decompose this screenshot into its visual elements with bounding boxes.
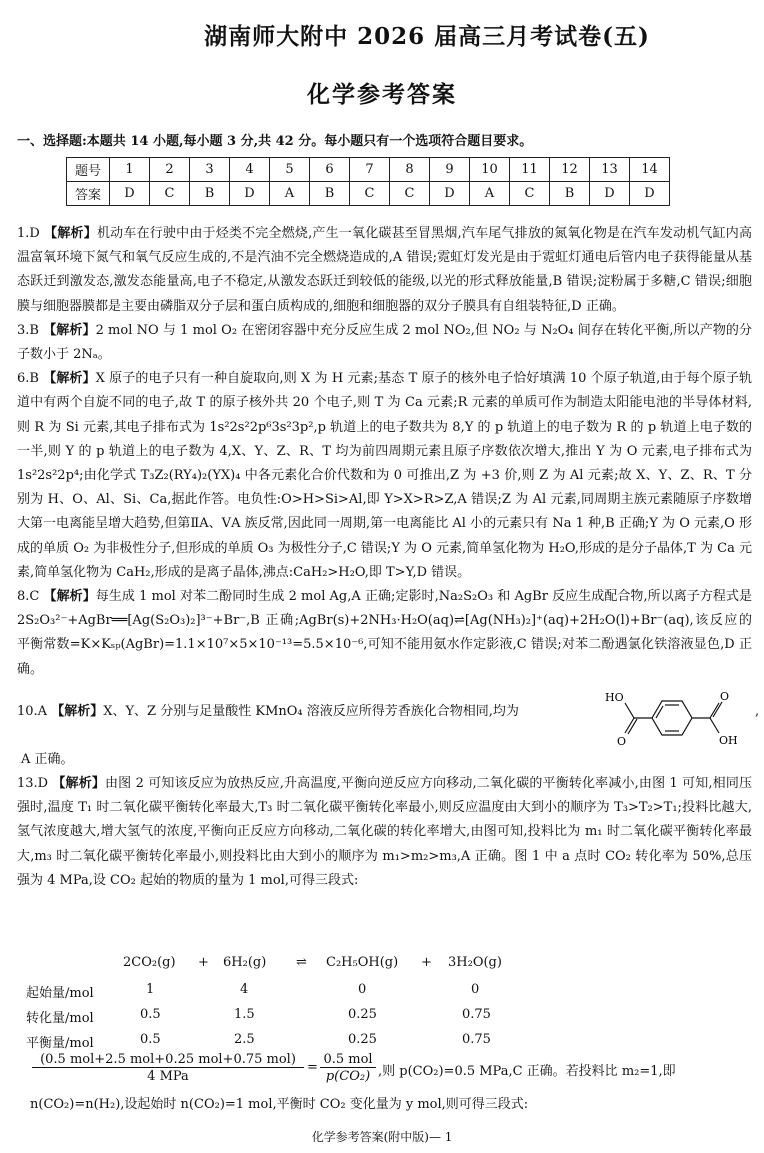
species-co2: 2CO₂(g)	[123, 955, 176, 970]
table-cell: 11	[510, 158, 550, 182]
analysis-tag: 【解析】	[51, 703, 104, 719]
hydroxyl-label-top: HO	[605, 690, 624, 704]
table-cell: B	[310, 182, 350, 206]
explanation-q1	[17, 222, 752, 319]
table-cell: D	[430, 182, 470, 206]
table-cell: A	[270, 182, 310, 206]
species-ethanol: C₂H₅OH(g)	[326, 955, 399, 970]
explanation-q3	[17, 319, 752, 367]
table-cell: 10	[470, 158, 510, 182]
explanation-text: 由图 2 可知该反应为放热反应,升高温度,平衡向逆反应方向移动,二氧化碳的平衡转化率减小,由图 1 可知,相同压强时,温度 T₁ 时二氧化碳平衡转化率最大,T₃ 时二氧化碳平衡转化率最小,则反应温度由大到小的顺序为 T₃>T₂>T₁;投料比越大,氢气浓度越大,增大氢气的浓度,平衡向正反应方向移动,二氧化碳的转化率增大,由图可知,投料比为 m₁ 时二氧化碳平衡转化率最大,m₃ 时二氧化碳平衡转化率最小,则投料比由大到小的顺序为 m₁>m₂>m₃,A 正确。图 1 中 a 点时 CO₂ 转化率为 50%,总压强为 4 MPa,设 CO₂ 起始的物质的量为 1 mol,可得三段式:	[17, 776, 752, 888]
explanation-text: X 原子的电子只有一种自旋取向,则 X 为 H 元素;基态 T 原子的核外电子恰好填满 10 个原子轨道,由于每个原子轨道中有两个自旋不同的电子,故 T 的原子核外共 20 个电子,则 T 为 Ca 元素;R 元素的单质可作为制造太阳能电池的半导体材料,则 R 为 Si 元素,其电子排布式为 1s²2s²2p⁶3s²3p²,p 轨道上的电子数共为 8,Y 的 p 轨道上的电子数为 R 的 p 轨道上电子数的一半,则 Y 的 p 轨道上的电子数为 4,X、Y、Z、R、T 均为前四周期元素且原子序数依次增大,推出 Y 为 O 元素,电子排布式为 1s²2s²2p⁴;由化学式 T₃Z₂(RY₄)₂(YX)₄ 中各元素化合价代数和为 0 可推出,Z 为 +3 价,则 Z 为 Al 元素;故 X、Y、Z、R、T 分别为 H、O、Al、Si、Ca,据此作答。电负性:O>H>Si>Al,即 Y>X>R>Z,A 错误;Z 为 Al 元素,同周期主族元素随原子序数增大第一电离能呈增大趋势,但第ⅡA、ⅤA 族反常,因此同一周期,第一电离能比 Al 小的元素只有 Na 1 种,B 正确;Y 为 O 元素,O 形成的单质 O₂ 为非极性分子,但形成的单质 O₃ 为极性分子,C 错误;Y 为 O 元素,简单氢化物为 H₂O,形成的是分子晶体,T 为 Ca 元素,简单氢化物为 CaH₂,形成的是离子晶体,沸点:CaH₂>H₂O,即 T>Y,D 错误。	[17, 371, 752, 580]
formula-continuation: ,则 p(CO₂)=0.5 MPa,C 正确。若投料比 m₂=1,即	[378, 1064, 676, 1079]
ice-value: 4	[240, 982, 249, 997]
exam-header-title: 湖南师大附中 2026 届高三月考试卷(五)	[204, 23, 650, 50]
analysis-tag: 【解析】	[43, 371, 96, 387]
species-h2: 6H₂(g)	[223, 955, 267, 970]
ice-value: 1	[146, 982, 155, 997]
question-head: 13.D	[17, 776, 49, 792]
explanation-text: 机动车在行驶中由于烃类不完全燃烧,产生一氧化碳甚至冒黑烟,汽车尾气排放的氮氧化物是在汽车发动机气缸内高温富氧环境下氮气和氧气反应生成的,不是汽油不完全燃烧造成的,A 错误;霓虹灯发光是由于霓虹灯通电后管内电子获得能量从基态跃迁到激发态,激发态能量高,电子不稳定,从激发态跃迁到较低的能级,以光的形式释放能量,B 错误;淀粉属于多糖,C 错误;细胞膜与细胞器膜都是主要由磷脂双分子层和蛋白质构成的,细胞和细胞器的双分子膜具有自组装特征,D 正确。	[17, 226, 752, 314]
table-cell: 5	[270, 158, 310, 182]
page-footer: 化学参考答案(附中版)— 1	[311, 1130, 453, 1144]
ice-value: 1.5	[234, 1007, 255, 1022]
row-label-number: 题号	[67, 158, 110, 182]
ice-value: 0.75	[462, 1007, 491, 1022]
ice-row-label: 起始量/mol	[26, 986, 94, 1001]
ice-value: 0.5	[140, 1007, 161, 1022]
fraction-1-numerator: (0.5 mol+2.5 mol+0.25 mol+0.75 mol)	[32, 1052, 304, 1068]
question-head: 1.D	[17, 226, 40, 241]
table-cell: D	[630, 182, 670, 206]
oxygen-label-right: O	[720, 689, 730, 703]
table-cell: 14	[630, 158, 670, 182]
ice-row-label: 转化量/mol	[26, 1011, 94, 1026]
table-cell: D	[230, 182, 270, 206]
table-cell: 13	[590, 158, 630, 182]
table-cell: 7	[350, 158, 390, 182]
analysis-tag: 【解析】	[43, 589, 96, 605]
analysis-tag: 【解析】	[43, 322, 96, 338]
table-cell: 12	[550, 158, 590, 182]
table-cell: 8	[390, 158, 430, 182]
formula-line-2: n(CO₂)=n(H₂),设起始时 n(CO₂)=1 mol,平衡时 CO₂ 变化量为 y mol,则可得三段式:	[30, 1097, 529, 1112]
explanation-text: X、Y、Z 分别与足量酸性 KMnO₄ 溶液反应所得芳香族化合物相同,均为	[103, 703, 519, 719]
ice-value: 0.25	[348, 1007, 377, 1022]
question-head: 10.A	[17, 703, 48, 719]
question-head: 6.B	[17, 371, 39, 387]
table-cell: 9	[430, 158, 470, 182]
table-cell: D	[590, 182, 630, 206]
analysis-tag: 【解析】	[44, 226, 97, 241]
answer-table	[66, 157, 670, 206]
table-cell: 1	[110, 158, 150, 182]
table-cell: 3	[190, 158, 230, 182]
table-row-answers	[67, 182, 670, 206]
explanation-text: 2 mol NO 与 1 mol O₂ 在密闭容器中充分反应生成 2 mol NO₂,但 NO₂ 与 N₂O₄ 间存在转化平衡,所以产物的分子数小于 2Nₐ。	[17, 322, 752, 363]
plus-sign: +	[421, 955, 432, 970]
explanation-q10-tail: A 正确。	[21, 751, 74, 767]
ice-value: 0	[358, 982, 367, 997]
table-cell: A	[470, 182, 510, 206]
table-cell: D	[110, 182, 150, 206]
ice-value: 0.5	[140, 1032, 161, 1047]
fraction-2-numerator: 0.5 mol	[320, 1052, 376, 1068]
ice-value: 2.5	[234, 1032, 255, 1047]
plus-sign: +	[198, 955, 209, 970]
equals-sign: =	[307, 1060, 318, 1075]
section-heading: 一、选择题:本题共 14 小题,每小题 3 分,共 42 分。每小题只有一个选项符合题目要求。	[17, 134, 533, 149]
explanation-q13	[17, 772, 752, 893]
terephthalic-acid-structure	[597, 688, 747, 748]
table-cell: C	[390, 182, 430, 206]
explanation-text: 每生成 1 mol 对苯二酚同时生成 2 mol Ag,A 正确;定影时,Na₂S₂O₃ 和 AgBr 反应生成配合物,所以离子方程式是 2S₂O₃²⁻+AgBr══[Ag(S₂O₃)₂]³⁻+Br⁻,B 正确;AgBr(s)+2NH₃·H₂O(aq)⇌[Ag(NH₃)₂]⁺(aq)+2H₂O(l)+Br⁻(aq),该反应的平衡常数=K×Kₛₚ(AgBr)=1.1×10⁷×5×10⁻¹³=5.5×10⁻⁶,可知不能用氨水作定影液,C 错误;对苯二酚遇氯化铁溶液显色,D 正确。	[17, 589, 752, 677]
table-cell: B	[190, 182, 230, 206]
explanation-q6	[17, 367, 752, 585]
ice-value: 0.75	[462, 1032, 491, 1047]
table-cell: 6	[310, 158, 350, 182]
question-head: 8.C	[17, 589, 40, 605]
hydroxyl-label-bottom: OH	[719, 733, 738, 747]
document-title: 化学参考答案	[307, 81, 457, 108]
table-cell: C	[510, 182, 550, 206]
ice-row-label: 平衡量/mol	[26, 1036, 94, 1051]
equilibrium-arrow: ⇌	[296, 955, 307, 970]
explanation-q10: 10.A 【解析】X、Y、Z 分别与足量酸性 KMnO₄ 溶液反应所得芳香族化合物相同,均为 HO O O OH ,	[17, 689, 760, 748]
ice-value: 0.25	[348, 1032, 377, 1047]
analysis-tag: 【解析】	[52, 776, 106, 792]
table-cell: 4	[230, 158, 270, 182]
table-cell: 2	[150, 158, 190, 182]
row-label-answer: 答案	[67, 182, 110, 206]
species-water: 3H₂O(g)	[448, 955, 502, 970]
table-row-numbers	[67, 158, 670, 182]
explanation-q8	[17, 585, 752, 682]
question-head: 3.B	[17, 322, 39, 338]
table-cell: C	[350, 182, 390, 206]
ice-value: 0	[471, 982, 480, 997]
table-cell: C	[150, 182, 190, 206]
fraction-2-denominator: p(CO₂)	[325, 1069, 371, 1084]
oxygen-label-left: O	[617, 734, 627, 748]
fraction-1-denominator: 4 MPa	[147, 1069, 189, 1084]
explanations	[17, 222, 760, 893]
table-cell: B	[550, 182, 590, 206]
